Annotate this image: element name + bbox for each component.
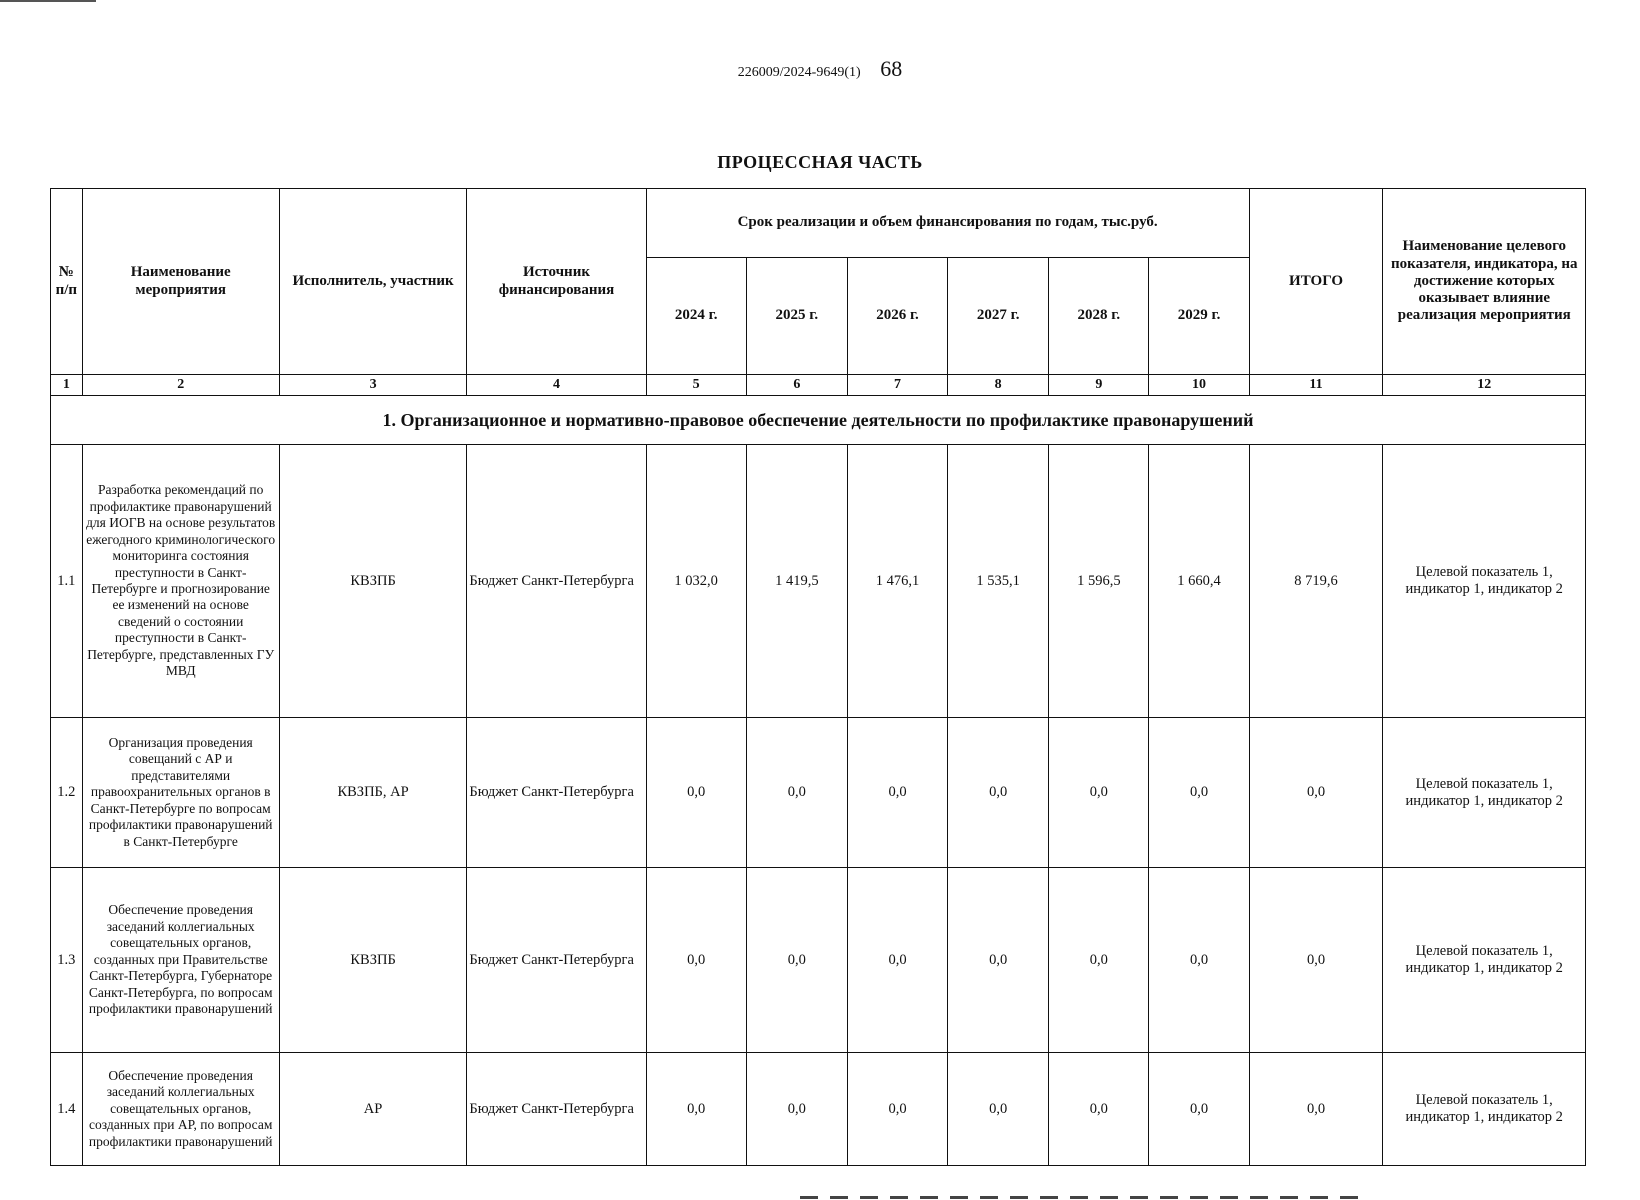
column-number: 11 [1249,375,1383,396]
row-source: Бюджет Санкт-Петербурга [467,445,646,718]
group-title: 1. Организационное и нормативно-правовое обеспечение деятельности по профилактике правонарушений [51,396,1586,445]
column-number: 10 [1149,375,1249,396]
row-num: 1.3 [51,868,83,1053]
row-total: 0,0 [1249,868,1383,1053]
header-source: Источник финансирования [467,189,646,375]
column-number: 4 [467,375,646,396]
row-source: Бюджет Санкт-Петербурга [467,1053,646,1166]
row-num: 1.4 [51,1053,83,1166]
column-number: 12 [1383,375,1586,396]
document-id: 226009/2024-9649(1) [737,65,861,80]
row-executor: АР [279,1053,467,1166]
row-value-2025: 1 419,5 [746,445,847,718]
header-year: 2029 г. [1149,258,1249,375]
row-value-2025: 0,0 [746,718,847,868]
row-value-2026: 0,0 [847,868,947,1053]
row-value-2029: 1 660,4 [1149,445,1249,718]
page-title: ПРОЦЕССНАЯ ЧАСТЬ [717,152,923,172]
row-name: Обеспечение проведения заседаний коллегиальных совещательных органов, созданных при Правительстве Санкт-Петербурга, Губернаторе Санкт-Петербурга, по вопросам профилактики правонарушений [82,868,279,1053]
header-executor: Исполнитель, участник [279,189,467,375]
column-number: 8 [948,375,1049,396]
row-indicator: Целевой показатель 1, индикатор 1, индикатор 2 [1383,718,1586,868]
table-row [51,868,1586,1053]
row-total: 0,0 [1249,1053,1383,1166]
header-year: 2028 г. [1049,258,1149,375]
scan-artifact [0,0,96,2]
row-indicator: Целевой показатель 1, индикатор 1, индикатор 2 [1383,445,1586,718]
row-value-2026: 0,0 [847,718,947,868]
row-value-2024: 0,0 [646,718,746,868]
program-table [50,188,1586,1166]
row-value-2025: 0,0 [746,1053,847,1166]
row-name: Разработка рекомендаций по профилактике правонарушений для ИОГВ на основе результатов ежегодного криминологического мониторинга состояния преступности в Санкт-Петербурге и прогнозирование ее изменений на основе сведений о состоянии преступности в Санкт-Петербурге, представленных ГУ МВД [82,445,279,718]
row-num: 1.2 [51,718,83,868]
row-value-2028: 0,0 [1049,1053,1149,1166]
column-number: 5 [646,375,746,396]
row-source: Бюджет Санкт-Петербурга [467,868,646,1053]
header-row [51,189,1586,258]
column-number: 9 [1049,375,1149,396]
column-number: 6 [746,375,847,396]
header-name: Наименование мероприятия [82,189,279,375]
row-value-2029: 0,0 [1149,1053,1249,1166]
column-number: 7 [847,375,947,396]
row-value-2027: 0,0 [948,718,1049,868]
row-name: Организация проведения совещаний с АР и представителями правоохранительных органов в Санкт-Петербурге по вопросам профилактики правонарушений в Санкт-Петербурге [82,718,279,868]
header-total: ИТОГО [1249,189,1383,375]
row-name: Обеспечение проведения заседаний коллегиальных совещательных органов, созданных при АР, по вопросам профилактики правонарушений [82,1053,279,1166]
row-value-2027: 1 535,1 [948,445,1049,718]
table-row [51,1053,1586,1166]
row-executor: КВЗПБ, АР [279,718,467,868]
header-year: 2026 г. [847,258,947,375]
row-total: 8 719,6 [1249,445,1383,718]
row-value-2029: 0,0 [1149,718,1249,868]
row-value-2026: 0,0 [847,1053,947,1166]
row-value-2024: 0,0 [646,1053,746,1166]
header-period-group: Срок реализации и объем финансирования по годам, тыс.руб. [646,189,1249,258]
row-executor: КВЗПБ [279,868,467,1053]
row-value-2024: 0,0 [646,868,746,1053]
row-indicator: Целевой показатель 1, индикатор 1, индикатор 2 [1383,868,1586,1053]
page-number: 68 [880,56,903,81]
row-indicator: Целевой показатель 1, индикатор 1, индикатор 2 [1383,1053,1586,1166]
row-num: 1.1 [51,445,83,718]
row-value-2024: 1 032,0 [646,445,746,718]
row-executor: КВЗПБ [279,445,467,718]
column-number: 2 [82,375,279,396]
header-year: 2025 г. [746,258,847,375]
document-header [0,56,1640,82]
column-number: 1 [51,375,83,396]
header-year: 2024 г. [646,258,746,375]
header-year: 2027 г. [948,258,1049,375]
table-row [51,718,1586,868]
group-row [51,396,1586,445]
scan-artifact [800,1196,1360,1199]
table-row [51,445,1586,718]
header-indicator: Наименование целевого показателя, индикатора, на достижение которых оказывает влияние реализация мероприятия [1383,189,1586,375]
column-number-row [51,375,1586,396]
row-value-2026: 1 476,1 [847,445,947,718]
column-number: 3 [279,375,467,396]
row-total: 0,0 [1249,718,1383,868]
row-source: Бюджет Санкт-Петербурга [467,718,646,868]
row-value-2028: 1 596,5 [1049,445,1149,718]
header-num: № п/п [51,189,83,375]
row-value-2027: 0,0 [948,1053,1049,1166]
row-value-2027: 0,0 [948,868,1049,1053]
row-value-2028: 0,0 [1049,868,1149,1053]
row-value-2029: 0,0 [1149,868,1249,1053]
row-value-2028: 0,0 [1049,718,1149,868]
row-value-2025: 0,0 [746,868,847,1053]
